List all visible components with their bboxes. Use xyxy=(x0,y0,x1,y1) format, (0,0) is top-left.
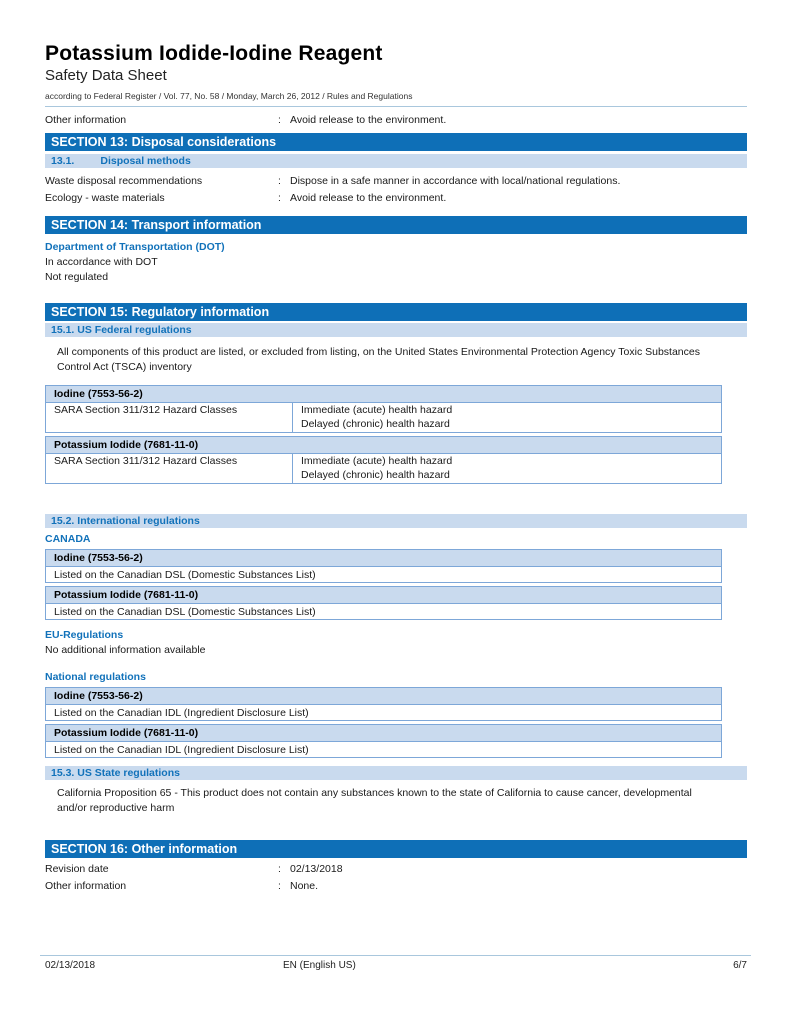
section-15-2-subheader: 15.2. International regulations xyxy=(45,514,747,528)
page-subtitle: Safety Data Sheet xyxy=(45,67,167,84)
table-header: Potassium Iodide (7681-11-0) xyxy=(46,587,721,604)
hazard-line-1: Immediate (acute) health hazard xyxy=(301,404,453,416)
eu-regulations-note: No additional information available xyxy=(45,644,206,656)
table-row xyxy=(46,403,721,432)
canada-heading: CANADA xyxy=(45,533,91,545)
row-colon: : xyxy=(278,175,281,187)
dot-heading: Department of Transportation (DOT) xyxy=(45,241,225,253)
row-colon: : xyxy=(278,114,281,126)
row-label: Other information xyxy=(45,880,127,892)
subsection-number: 13.1. xyxy=(51,155,75,167)
footer-page-number: 6/7 xyxy=(733,960,747,971)
california-prop65-note: California Proposition 65 - This product does not contain any substances known to the state of California to cause cancer, developmental and/or reproductive harm xyxy=(57,787,692,814)
table-row: Listed on the Canadian DSL (Domestic Substances List) xyxy=(54,568,316,581)
footer-language: EN (English US) xyxy=(283,960,356,971)
hazard-line-2: Delayed (chronic) health hazard xyxy=(301,468,450,481)
sara-table-iodine xyxy=(45,385,722,433)
subsection-label: Disposal methods xyxy=(100,155,191,167)
row-colon: : xyxy=(278,192,281,204)
revision-date-row xyxy=(45,862,747,877)
waste-disposal-row xyxy=(45,174,747,189)
national-idl-table-potassium-iodide xyxy=(45,724,722,758)
row-label: Other information xyxy=(45,114,127,126)
row-label: Revision date xyxy=(45,863,109,875)
section-13-1-subheader xyxy=(45,154,747,168)
hazard-line-1: Immediate (acute) health hazard xyxy=(301,455,453,467)
dot-line-2: Not regulated xyxy=(45,271,109,283)
eu-regulations-heading: EU-Regulations xyxy=(45,629,124,641)
canada-dsl-table-potassium-iodide xyxy=(45,586,722,620)
section-13-header: SECTION 13: Disposal considerations xyxy=(45,133,747,151)
footer-date: 02/13/2018 xyxy=(45,960,96,971)
table-cell-label: SARA Section 311/312 Hazard Classes xyxy=(46,454,293,483)
sara-table-potassium-iodide xyxy=(45,436,722,484)
regulation-line: according to Federal Register / Vol. 77, No. 58 / Monday, March 26, 2012 / Rules and Regulations xyxy=(45,91,747,107)
table-row: Listed on the Canadian DSL (Domestic Substances List) xyxy=(54,605,316,618)
row-label: Ecology - waste materials xyxy=(45,192,165,204)
row-value: None. xyxy=(290,880,319,892)
page-title: Potassium Iodide-Iodine Reagent xyxy=(45,42,383,65)
tsca-note: All components of this product are listed, or excluded from listing, on the United States Environmental Protection Agency Toxic Substances Control Act (TSCA) inventory xyxy=(57,346,700,373)
row-value: Dispose in a safe manner in accordance with local/national regulations. xyxy=(290,175,621,187)
hazard-line-2: Delayed (chronic) health hazard xyxy=(301,417,450,430)
table-cell-value xyxy=(293,454,721,483)
carryover-row xyxy=(45,113,747,128)
section-15-1-subheader: 15.1. US Federal regulations xyxy=(45,323,747,337)
row-colon: : xyxy=(278,863,281,875)
section-15-header: SECTION 15: Regulatory information xyxy=(45,303,747,321)
table-row: Listed on the Canadian IDL (Ingredient Disclosure List) xyxy=(54,706,309,719)
table-row: Listed on the Canadian IDL (Ingredient Disclosure List) xyxy=(54,743,309,756)
other-information-row xyxy=(45,879,747,894)
table-header: Iodine (7553-56-2) xyxy=(46,550,721,567)
row-value: Avoid release to the environment. xyxy=(290,114,447,126)
table-cell-value xyxy=(293,403,721,432)
row-colon: : xyxy=(278,880,281,892)
table-header: Potassium Iodide (7681-11-0) xyxy=(46,437,721,454)
row-value: 02/13/2018 xyxy=(290,863,343,875)
footer-divider xyxy=(40,955,751,956)
section-14-header: SECTION 14: Transport information xyxy=(45,216,747,234)
dot-line-1: In accordance with DOT xyxy=(45,256,158,268)
canada-dsl-table-iodine xyxy=(45,549,722,583)
section-15-3-subheader: 15.3. US State regulations xyxy=(45,766,747,780)
national-idl-table-iodine xyxy=(45,687,722,721)
row-label: Waste disposal recommendations xyxy=(45,175,203,187)
row-value: Avoid release to the environment. xyxy=(290,192,447,204)
table-row xyxy=(46,454,721,483)
section-16-header: SECTION 16: Other information xyxy=(45,840,747,858)
table-header: Iodine (7553-56-2) xyxy=(46,688,721,705)
table-header: Potassium Iodide (7681-11-0) xyxy=(46,725,721,742)
national-regulations-heading: National regulations xyxy=(45,671,146,683)
table-header: Iodine (7553-56-2) xyxy=(46,386,721,403)
ecology-waste-row xyxy=(45,191,747,206)
table-cell-label: SARA Section 311/312 Hazard Classes xyxy=(46,403,293,432)
